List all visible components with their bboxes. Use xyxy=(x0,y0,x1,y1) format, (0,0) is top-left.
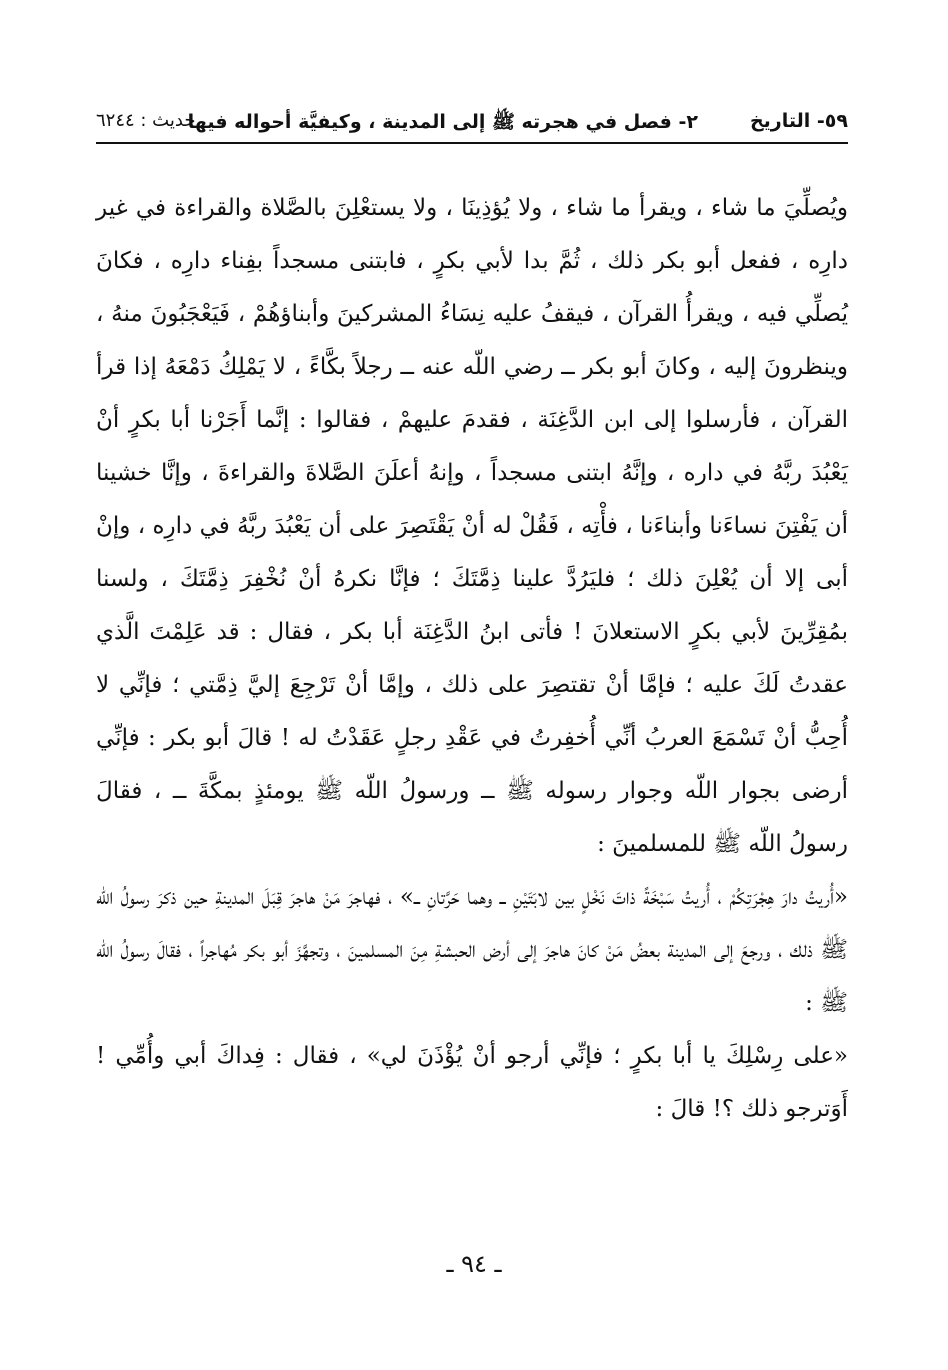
paragraph: ويُصلِّيَ ما شاء ، ويقرأ ما شاء ، ولا يُؤذِينَا ، ولا يستعْلِنَ بالصَّلاة والقراءة في غير دارِه ، ففعل أبو بكر ذلك ، ثُمَّ بدا لأبي بكرٍ ، فابتنى مسجداً بفِناء دارِه ، فكانَ يُصلِّي فيه ، ويقرأُ القرآن ، فيقفُ عليه نِسَاءُ المشركينَ وأبناؤهُمْ ، فَيَعْجَبُونَ منهُ ، وينظرونَ إليه ، وكانَ أبو بكر ــ رضي اللّه عنه ــ رجلاً بكَّاءً ، لا يَمْلِكُ دَمْعَهُ إذا قرأ القرآن ، فأرسلوا إلى ابن الدَّغِنَة ، فقدمَ عليهمْ ، فقالوا : إنَّما أَجَرْنا أبا بكرٍ أنْ يَعْبُدَ ربَّهُ في داره ، وإنَّهُ ابتنى مسجداً ، وإنهُ أعلَنَ الصَّلاةَ والقراءةَ ، وإنَّا خشينا أن يَفْتِنَ نساءَنا وأبناءَنا ، فأْتِه ، فَقُلْ له أنْ يَقْتَصِرَ على أن يَعْبُدَ ربَّهُ في دارِه ، وإنْ أبى إلا أن يُعْلِنَ ذلك ؛ فليَرُدَّ علينا ذِمَّتَكَ ؛ فإنَّا نكرهُ أنْ نُخْفِرَ ذِمَّتَكَ ، ولسنا بمُقِرِّينَ لأبي بكرٍ الاستعلانَ ! فأتى ابنُ الدَّغِنَة أبا بكر ، فقال : قد عَلِمْتَ الَّذي عقدتُ لَكَ عليه ؛ فإمَّا أنْ تقتصِرَ على ذلك ، وإمَّا أنْ تَرْجِعَ إليَّ ذِمَّتي ؛ فإنِّي لا أُحِبُّ أنْ تَسْمَعَ العربُ أنِّي أُخفِرتُ في عَقْدِ رجلٍ عَقَدْتُ له ! قالَ أبو بكر : فإنِّي أرضى بجوار اللّه وجوار رسوله ﷺ ــ ورسولُ اللّه ﷺ يومئذٍ بمكَّةَ ــ ، فقالَ رسولُ اللّه ﷺ للمسلمينَ : xyxy=(96,195,848,857)
paragraph: «أُريتُ دارَ هِجْرَتِكُمْ ، أُريتُ سَبْخَةً ذاتَ نَخْلٍ بين لابَتَيْنِ ــ وهما حَرَّتانِ ــ» ، فهاجرَ مَنْ هاجرَ قِبَلَ المدينةِ حين ذكرَ رسولُ اللّه ﷺ ذلك ، ورجعَ إلى المدينة بعضُ مَنْ كانَ هاجرَ إلى أرض الحبشةِ مِنَ المسلمينَ ، وتجهَّزَ أبو بكر مُهاجراً ، فقالَ رسولُ اللّه ﷺ : xyxy=(96,884,848,1016)
paragraph: «على رِسْلِكَ يا أبا بكرٍ ؛ فإنِّي أرجو أنْ يُؤْذَنَ لي» ، فقال : فِداكَ أبي وأُمِّي ! أَوَترجو ذلك ؟! قالَ : xyxy=(96,1043,848,1122)
running-header xyxy=(96,96,848,140)
header-book-title: ٥٩- التاريخ xyxy=(749,110,848,132)
page-number: ـ ٩٤ ـ xyxy=(446,1250,502,1278)
header-hadith-number: حديث : ٦٢٤٤ xyxy=(96,110,196,131)
body-text xyxy=(96,182,848,1136)
header-chapter-title: ٢- فصل في هجرته ﷺ إلى المدينة ، وكيفيَّة أحواله فيها xyxy=(187,111,698,133)
header-divider xyxy=(96,142,848,144)
